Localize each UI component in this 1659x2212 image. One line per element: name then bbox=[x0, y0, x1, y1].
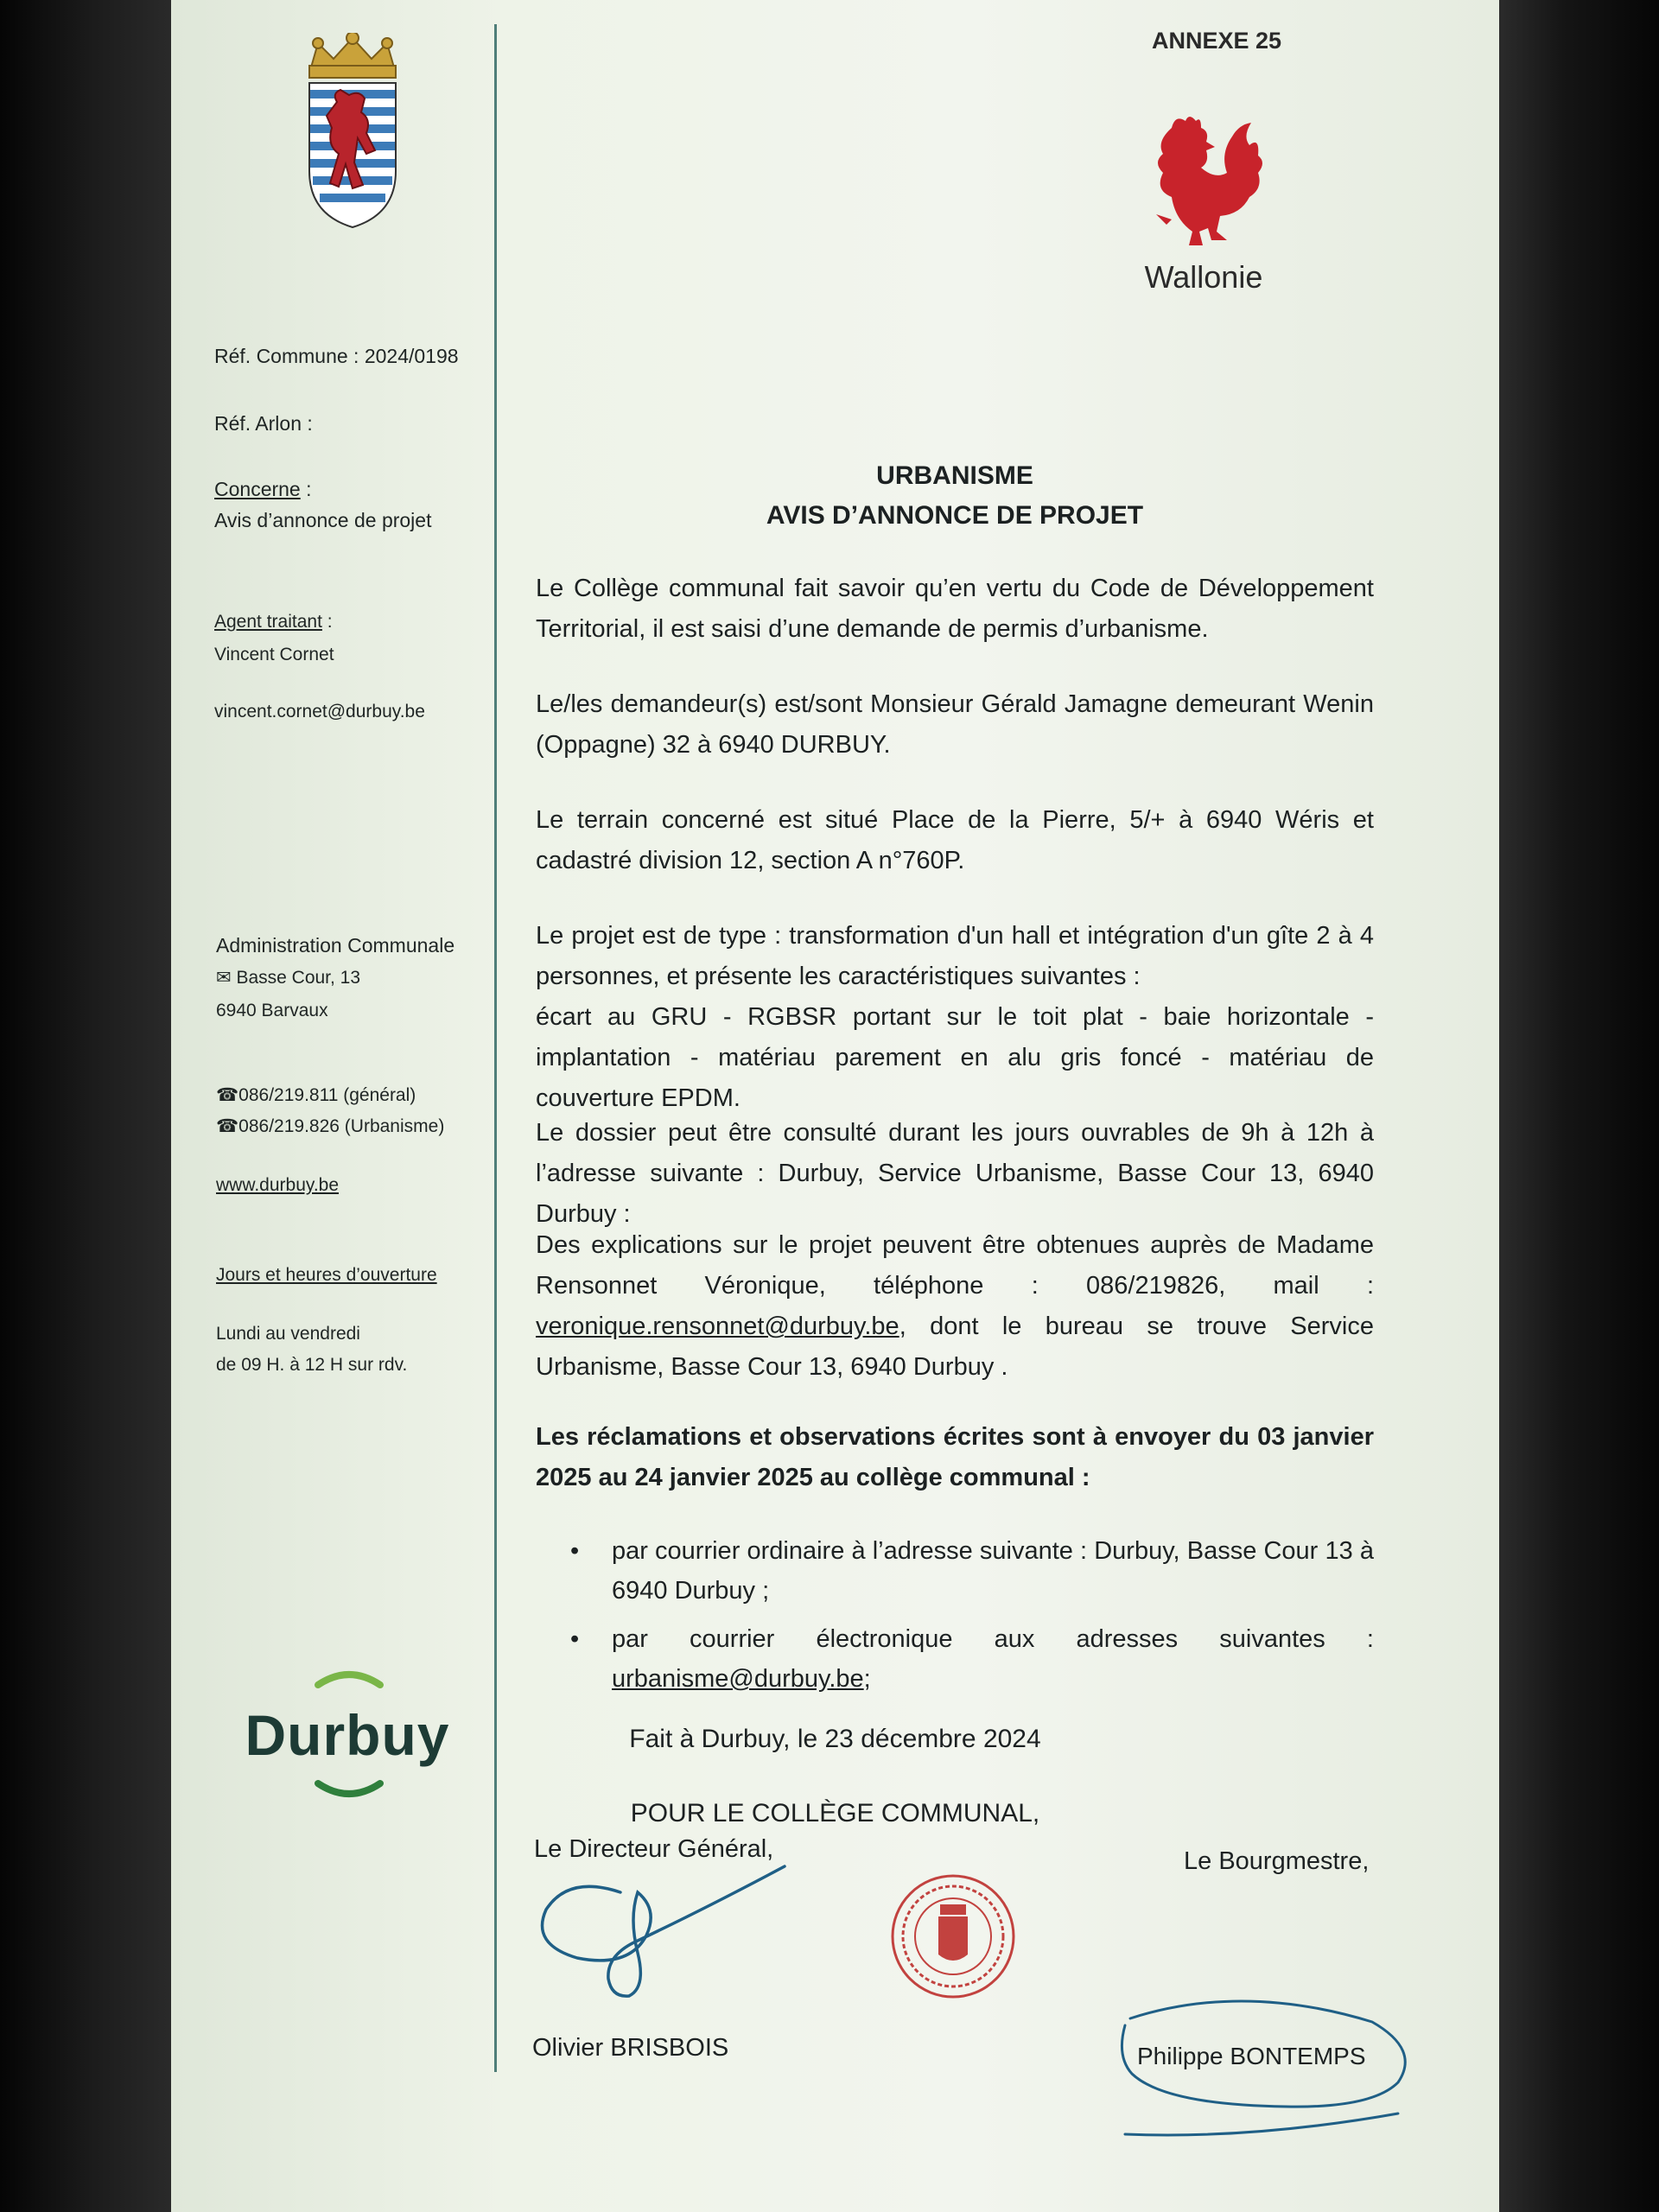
title-line-1: URBANISME bbox=[876, 461, 1033, 490]
list-item bbox=[536, 1619, 1374, 1699]
paragraph-consultation: Le dossier peut être consulté durant les jours ouvrables de 9h à 12h à l’adresse suivante : Durbuy, Service Urbanisme, Basse Cour 13, 6940 Durbuy : bbox=[536, 1119, 1374, 1228]
paragraph-applicant: Le/les demandeur(s) est/sont Monsieur Gérald Jamagne demeurant Wenin (Oppagne) 32 à 6940 DURBUY. bbox=[536, 690, 1374, 759]
envelope-icon: ✉ bbox=[216, 968, 232, 988]
administration-city: 6940 Barvaux bbox=[216, 1001, 328, 1020]
sidebar-divider bbox=[494, 24, 497, 2072]
project-characteristics: écart au GRU - RGBSR portant sur le toit plat - baie horizontale - implantation - matériau parement en alu gris foncé - matériau de couverture EPDM. bbox=[536, 1003, 1374, 1112]
logo-text: Durbuy bbox=[245, 1703, 450, 1767]
phone-general: 086/219.811 (général) bbox=[238, 1085, 416, 1105]
hours-block bbox=[216, 1319, 407, 1381]
hours-time: de 09 H. à 12 H sur rdv. bbox=[216, 1355, 408, 1375]
contact-email-link[interactable]: veronique.rensonnet@durbuy.be bbox=[536, 1313, 899, 1340]
director-title: Le Directeur Général, bbox=[534, 1835, 774, 1863]
agent-name: Vincent Cornet bbox=[214, 645, 334, 664]
project-type: Le projet est de type : transformation d'un hall et intégration d'un gîte 2 à 4 personnes, et présente les caractéristiques suivantes : bbox=[536, 922, 1374, 990]
college-header: POUR LE COLLÈGE COMMUNAL, bbox=[630, 1799, 1040, 1827]
explanations-text-end: , dont le bureau se trouve Service Urbanisme, Basse Cour 13, 6940 Durbuy . bbox=[536, 1313, 1374, 1381]
document-page bbox=[171, 0, 1499, 2212]
concerne-label: Concerne bbox=[214, 478, 301, 500]
claims-bullet-list bbox=[536, 1531, 1374, 1707]
agent-email[interactable]: vincent.cornet@durbuy.be bbox=[214, 702, 425, 721]
mayor-title: Le Bourgmestre, bbox=[1184, 1847, 1370, 1875]
agent-separator: : bbox=[321, 612, 333, 632]
rooster-icon bbox=[1137, 111, 1267, 257]
concerne-separator: : bbox=[300, 478, 312, 500]
agent-block bbox=[214, 605, 334, 671]
bullet-email-text: par courrier électronique aux adresses suivantes : bbox=[612, 1625, 1374, 1653]
reference-commune: Réf. Commune : 2024/0198 bbox=[214, 345, 459, 367]
mayor-name: Philippe BONTEMPS bbox=[1137, 2043, 1366, 2069]
coat-of-arms-icon bbox=[292, 33, 413, 232]
place-and-date: Fait à Durbuy, le 23 décembre 2024 bbox=[629, 1725, 1041, 1753]
photo-frame-left bbox=[0, 0, 173, 2212]
title-line-2: AVIS D’ANNONCE DE PROJET bbox=[766, 501, 1144, 530]
phone-urbanisme: 086/219.826 (Urbanisme) bbox=[238, 1116, 445, 1136]
bullet-email-end: ; bbox=[863, 1665, 871, 1693]
official-stamp-icon bbox=[888, 1872, 1018, 2001]
website-link[interactable]: www.durbuy.be bbox=[216, 1175, 340, 1195]
urbanisme-email-link[interactable]: urbanisme@durbuy.be bbox=[612, 1665, 864, 1693]
administration-street: Basse Cour, 13 bbox=[236, 968, 361, 988]
hours-title: Jours et heures d’ouverture bbox=[216, 1265, 437, 1285]
phone-icon: ☎ bbox=[216, 1116, 239, 1136]
bullet-icon: • bbox=[570, 1537, 580, 1565]
agent-label: Agent traitant bbox=[214, 612, 322, 632]
document-title bbox=[536, 456, 1374, 536]
hours-days: Lundi au vendredi bbox=[216, 1324, 360, 1344]
region-name: Wallonie bbox=[1144, 259, 1263, 295]
phone-block bbox=[216, 1080, 444, 1142]
photo-frame-right bbox=[1499, 0, 1659, 2212]
director-name: Olivier BRISBOIS bbox=[532, 2034, 729, 2062]
phone-icon: ☎ bbox=[216, 1085, 239, 1105]
explanations-text: Des explications sur le projet peuvent être obtenues auprès de Madame Rensonnet Véronique, téléphone : 086/219826, mail : bbox=[536, 1231, 1374, 1300]
paragraph-explanations bbox=[536, 1225, 1374, 1388]
reference-arlon: Réf. Arlon : bbox=[214, 412, 313, 435]
bullet-icon: • bbox=[570, 1625, 580, 1653]
concerne-block bbox=[214, 474, 431, 536]
concerne-value: Avis d’annonce de projet bbox=[214, 509, 432, 531]
bullet-mail-text: par courrier ordinaire à l’adresse suivante : Durbuy, Basse Cour 13 à 6940 Durbuy ; bbox=[612, 1537, 1374, 1605]
paragraph-intro: Le Collège communal fait savoir qu’en vertu du Code de Développement Territorial, il est saisi d’une demande de permis d’urbanisme. bbox=[536, 575, 1374, 643]
annex-label: ANNEXE 25 bbox=[1151, 28, 1282, 54]
paragraph-claims: Les réclamations et observations écrites sont à envoyer du 03 janvier 2025 au 24 janvier 2025 au collège communal : bbox=[536, 1423, 1374, 1491]
administration-address bbox=[216, 930, 454, 1027]
paragraph-project bbox=[536, 916, 1374, 1119]
director-signature-icon bbox=[534, 1858, 793, 2005]
paragraph-terrain: Le terrain concerné est situé Place de la Pierre, 5/+ à 6940 Wéris et cadastré division 12, section A n°760P. bbox=[536, 806, 1374, 874]
list-item bbox=[536, 1531, 1374, 1611]
administration-title: Administration Communale bbox=[216, 934, 455, 957]
